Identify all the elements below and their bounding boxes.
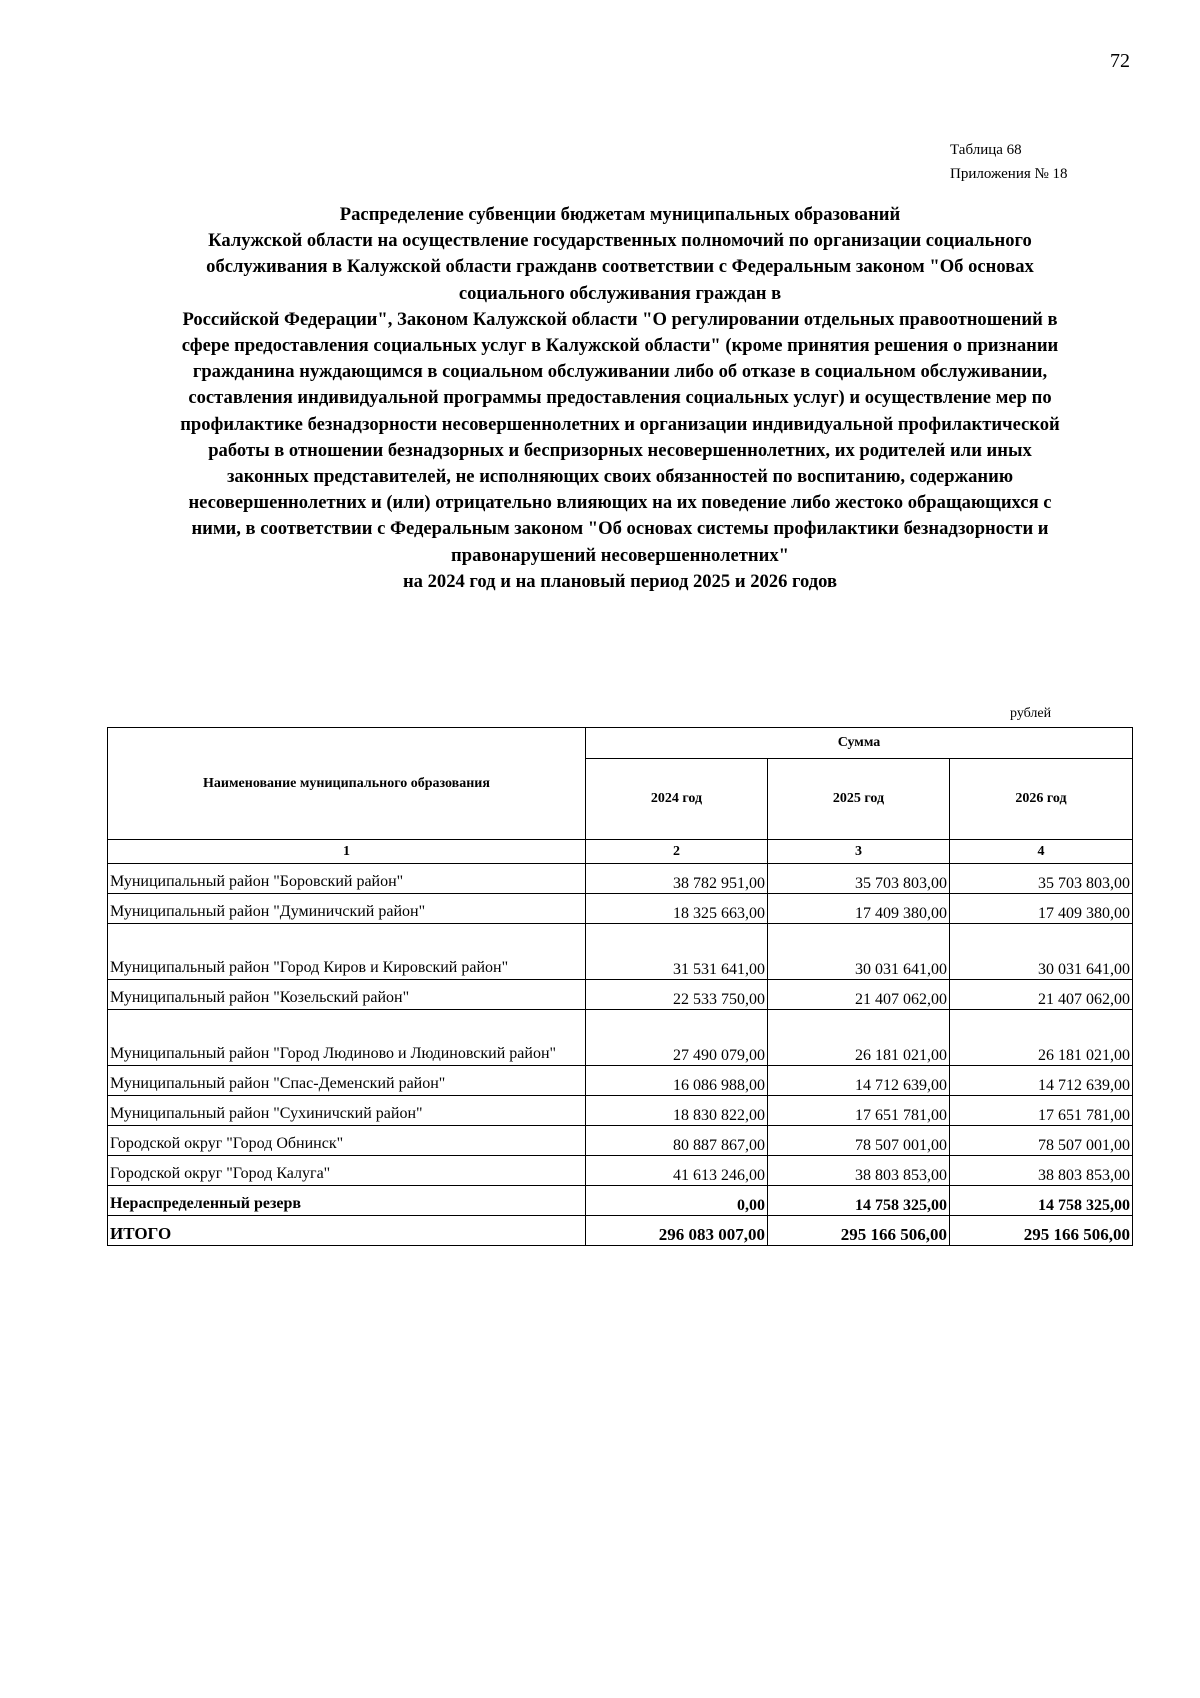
value-2025: 26 181 021,00 [768, 1010, 950, 1066]
row-name: Муниципальный район "Боровский район" [108, 864, 586, 894]
row-name: Муниципальный район "Козельский район" [108, 980, 586, 1010]
value-2026: 17 409 380,00 [950, 894, 1133, 924]
value-2025: 17 409 380,00 [768, 894, 950, 924]
value-2024: 18 325 663,00 [586, 894, 768, 924]
table-reference [950, 138, 1068, 186]
value-2024: 296 083 007,00 [586, 1216, 768, 1246]
value-2024: 27 490 079,00 [586, 1010, 768, 1066]
value-2025: 21 407 062,00 [768, 980, 950, 1010]
units-label: рублей [1010, 706, 1052, 721]
title-line: обслуживания в Калужской области гражданв соответствии с Федеральным законом "Об основах [206, 256, 1034, 278]
row-name: Муниципальный район "Город Людиново и Людиновский район" [108, 1010, 586, 1066]
value-2024: 22 533 750,00 [586, 980, 768, 1010]
table-row [108, 1066, 1133, 1096]
header-year-2025: 2025 год [768, 759, 950, 840]
table-ref-line-2: Приложения № 18 [950, 166, 1068, 182]
value-2024: 80 887 867,00 [586, 1126, 768, 1156]
table-row [108, 924, 1133, 980]
title-line: сфере предоставления социальных услуг в Калужской области" (кроме принятия решения о признании [181, 335, 1059, 357]
title-line: гражданина нуждающимся в социальном обслуживании либо об отказе в социальном обслуживании, [192, 361, 1048, 383]
value-2026: 21 407 062,00 [950, 980, 1133, 1010]
header-year-2026: 2026 год [950, 759, 1133, 840]
column-number: 3 [768, 840, 950, 864]
title-line: составления индивидуальной программы предоставления социальных услуг) и осуществление мер по [188, 387, 1052, 409]
title-line: работы в отношении безнадзорных и беспризорных несовершеннолетних, их родителей или иных [208, 439, 1032, 461]
value-2024: 0,00 [586, 1186, 768, 1216]
title-line: правонарушений несовершеннолетних" [451, 544, 789, 566]
table-ref-line-1: Таблица 68 [950, 142, 1022, 158]
table-row [108, 1010, 1133, 1066]
column-number: 2 [586, 840, 768, 864]
row-name: Городской округ "Город Калуга" [108, 1156, 586, 1186]
subvention-table [107, 727, 1133, 1246]
page-number: 72 [1110, 50, 1130, 72]
row-name: Муниципальный район "Думиничский район" [108, 894, 586, 924]
header-name: Наименование муниципального образования [108, 728, 586, 840]
row-name: Муниципальный район "Спас-Деменский район" [108, 1066, 586, 1096]
value-2025: 35 703 803,00 [768, 864, 950, 894]
row-name: Городской округ "Город Обнинск" [108, 1126, 586, 1156]
value-2025: 38 803 853,00 [768, 1156, 950, 1186]
value-2024: 38 782 951,00 [586, 864, 768, 894]
row-name: Муниципальный район "Город Киров и Кировский район" [108, 924, 586, 980]
value-2025: 78 507 001,00 [768, 1126, 950, 1156]
value-2025: 17 651 781,00 [768, 1096, 950, 1126]
column-number: 1 [108, 840, 586, 864]
value-2026: 30 031 641,00 [950, 924, 1133, 980]
value-2024: 16 086 988,00 [586, 1066, 768, 1096]
title-line: несовершеннолетних и (или) отрицательно влияющих на их поведение либо жестоко обращающихся с [188, 492, 1052, 514]
table-row [108, 1126, 1133, 1156]
row-name: ИТОГО [108, 1216, 586, 1246]
table-row-total [108, 1216, 1133, 1246]
value-2024: 31 531 641,00 [586, 924, 768, 980]
title-line: Калужской области на осуществление государственных полномочий по организации социального [208, 230, 1032, 252]
header-year-2024: 2024 год [586, 759, 768, 840]
title-line: профилактике безнадзорности несовершеннолетних и организации индивидуальной профилактической [180, 413, 1060, 435]
document-title [100, 202, 1140, 595]
value-2025: 295 166 506,00 [768, 1216, 950, 1246]
row-name: Муниципальный район "Сухиничский район" [108, 1096, 586, 1126]
value-2026: 14 712 639,00 [950, 1066, 1133, 1096]
title-line: ними, в соответствии с Федеральным законом "Об основах системы профилактики безнадзорности и [191, 518, 1049, 540]
table-row [108, 1156, 1133, 1186]
title-line: законных представителей, не исполняющих своих обязанностей по воспитанию, содержанию [226, 466, 1014, 488]
table-row [108, 894, 1133, 924]
value-2024: 41 613 246,00 [586, 1156, 768, 1186]
table-row [108, 1186, 1133, 1216]
value-2024: 18 830 822,00 [586, 1096, 768, 1126]
value-2025: 30 031 641,00 [768, 924, 950, 980]
value-2026: 26 181 021,00 [950, 1010, 1133, 1066]
title-line: Российской Федерации", Законом Калужской области "О регулировании отдельных правоотношений в [182, 308, 1058, 330]
table-row [108, 1096, 1133, 1126]
value-2026: 14 758 325,00 [950, 1186, 1133, 1216]
value-2025: 14 758 325,00 [768, 1186, 950, 1216]
column-number: 4 [950, 840, 1133, 864]
value-2025: 14 712 639,00 [768, 1066, 950, 1096]
value-2026: 35 703 803,00 [950, 864, 1133, 894]
title-line: на 2024 год и на плановый период 2025 и 2026 годов [402, 570, 838, 592]
title-line: социального обслуживания граждан в [458, 282, 782, 304]
value-2026: 295 166 506,00 [950, 1216, 1133, 1246]
title-line: Распределение субвенции бюджетам муниципальных образований [339, 204, 901, 225]
header-sum: Сумма [586, 728, 1133, 759]
value-2026: 78 507 001,00 [950, 1126, 1133, 1156]
value-2026: 17 651 781,00 [950, 1096, 1133, 1126]
table-row [108, 980, 1133, 1010]
value-2026: 38 803 853,00 [950, 1156, 1133, 1186]
table-row [108, 864, 1133, 894]
row-name: Нераспределенный резерв [108, 1186, 586, 1216]
